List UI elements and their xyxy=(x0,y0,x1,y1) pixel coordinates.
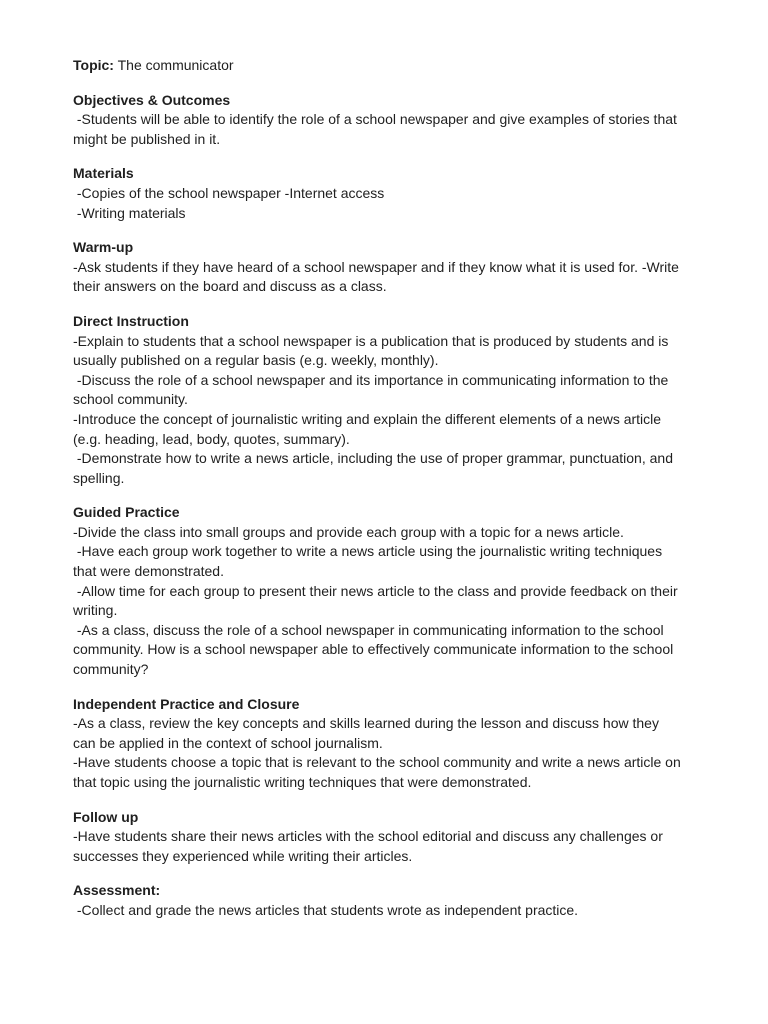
section-heading: Independent Practice and Closure xyxy=(73,695,300,712)
section-line: -Have each group work together to write a news article using the journalistic writing techniques that were demonstrated. xyxy=(73,543,666,580)
section-materials xyxy=(73,164,685,223)
section-heading: Direct Instruction xyxy=(73,312,189,329)
section-heading: Warm-up xyxy=(73,239,134,256)
section-line: -Introduce the concept of journalistic writing and explain the different elements of a news article (e.g. heading, lead, body, quotes, summary). xyxy=(73,410,665,447)
section-line: -Copies of the school newspaper -Internet access xyxy=(73,184,385,201)
section-line: -Have students share their news articles with the school editorial and discuss any challenges or successes they experienced while writing their articles. xyxy=(73,828,667,864)
lesson-plan-document xyxy=(73,56,685,936)
topic-line xyxy=(73,56,685,76)
section-heading: Objectives & Outcomes xyxy=(73,91,231,108)
section-line: -Have students choose a topic that is relevant to the school community and write a news article on that topic using the journalistic writing techniques that were demonstrated. xyxy=(73,754,685,790)
section-line: -Students will be able to identify the role of a school newspaper and give examples of stories that might be published in it. xyxy=(73,111,681,147)
section-heading: Materials xyxy=(73,165,134,182)
section-assessment xyxy=(73,881,685,920)
section-line: -As a class, review the key concepts and skills learned during the lesson and discuss how they can be applied in the context of school journalism. xyxy=(73,715,663,751)
section-independent-practice xyxy=(73,695,685,793)
section-line: -Writing materials xyxy=(73,204,186,221)
section-heading: Assessment: xyxy=(73,882,161,899)
section-line: -Divide the class into small groups and provide each group with a topic for a news article. xyxy=(73,523,624,540)
section-heading: Guided Practice xyxy=(73,504,180,521)
topic-value: The communicator xyxy=(113,57,234,73)
topic-label: Topic: xyxy=(73,57,114,73)
section-line: -Ask students if they have heard of a school newspaper and if they know what it is used for. -Write their answers on the board and discuss as a class. xyxy=(73,258,683,295)
section-line: -Demonstrate how to write a news article, including the use of proper grammar, punctuation, and spelling. xyxy=(73,450,677,486)
section-line: -Allow time for each group to present their news article to the class and provide feedback on their writing. xyxy=(73,582,682,619)
section-line: -Collect and grade the news articles that students wrote as independent practice. xyxy=(73,901,579,918)
section-guided-practice xyxy=(73,503,685,679)
section-line: -Explain to students that a school newspaper is a publication that is produced by students and is usually published on a regular basis (e.g. weekly, monthly). xyxy=(73,332,673,369)
section-heading: Follow up xyxy=(73,808,139,825)
section-follow-up xyxy=(73,808,685,867)
section-objectives xyxy=(73,91,685,150)
section-line: -As a class, discuss the role of a school newspaper in communicating information to the school community. How is a school newspaper able to effectively communicate information to the school community? xyxy=(73,621,678,678)
section-warm-up xyxy=(73,238,685,297)
section-direct-instruction xyxy=(73,312,685,488)
section-line: -Discuss the role of a school newspaper and its importance in communicating information to the school community. xyxy=(73,371,673,408)
